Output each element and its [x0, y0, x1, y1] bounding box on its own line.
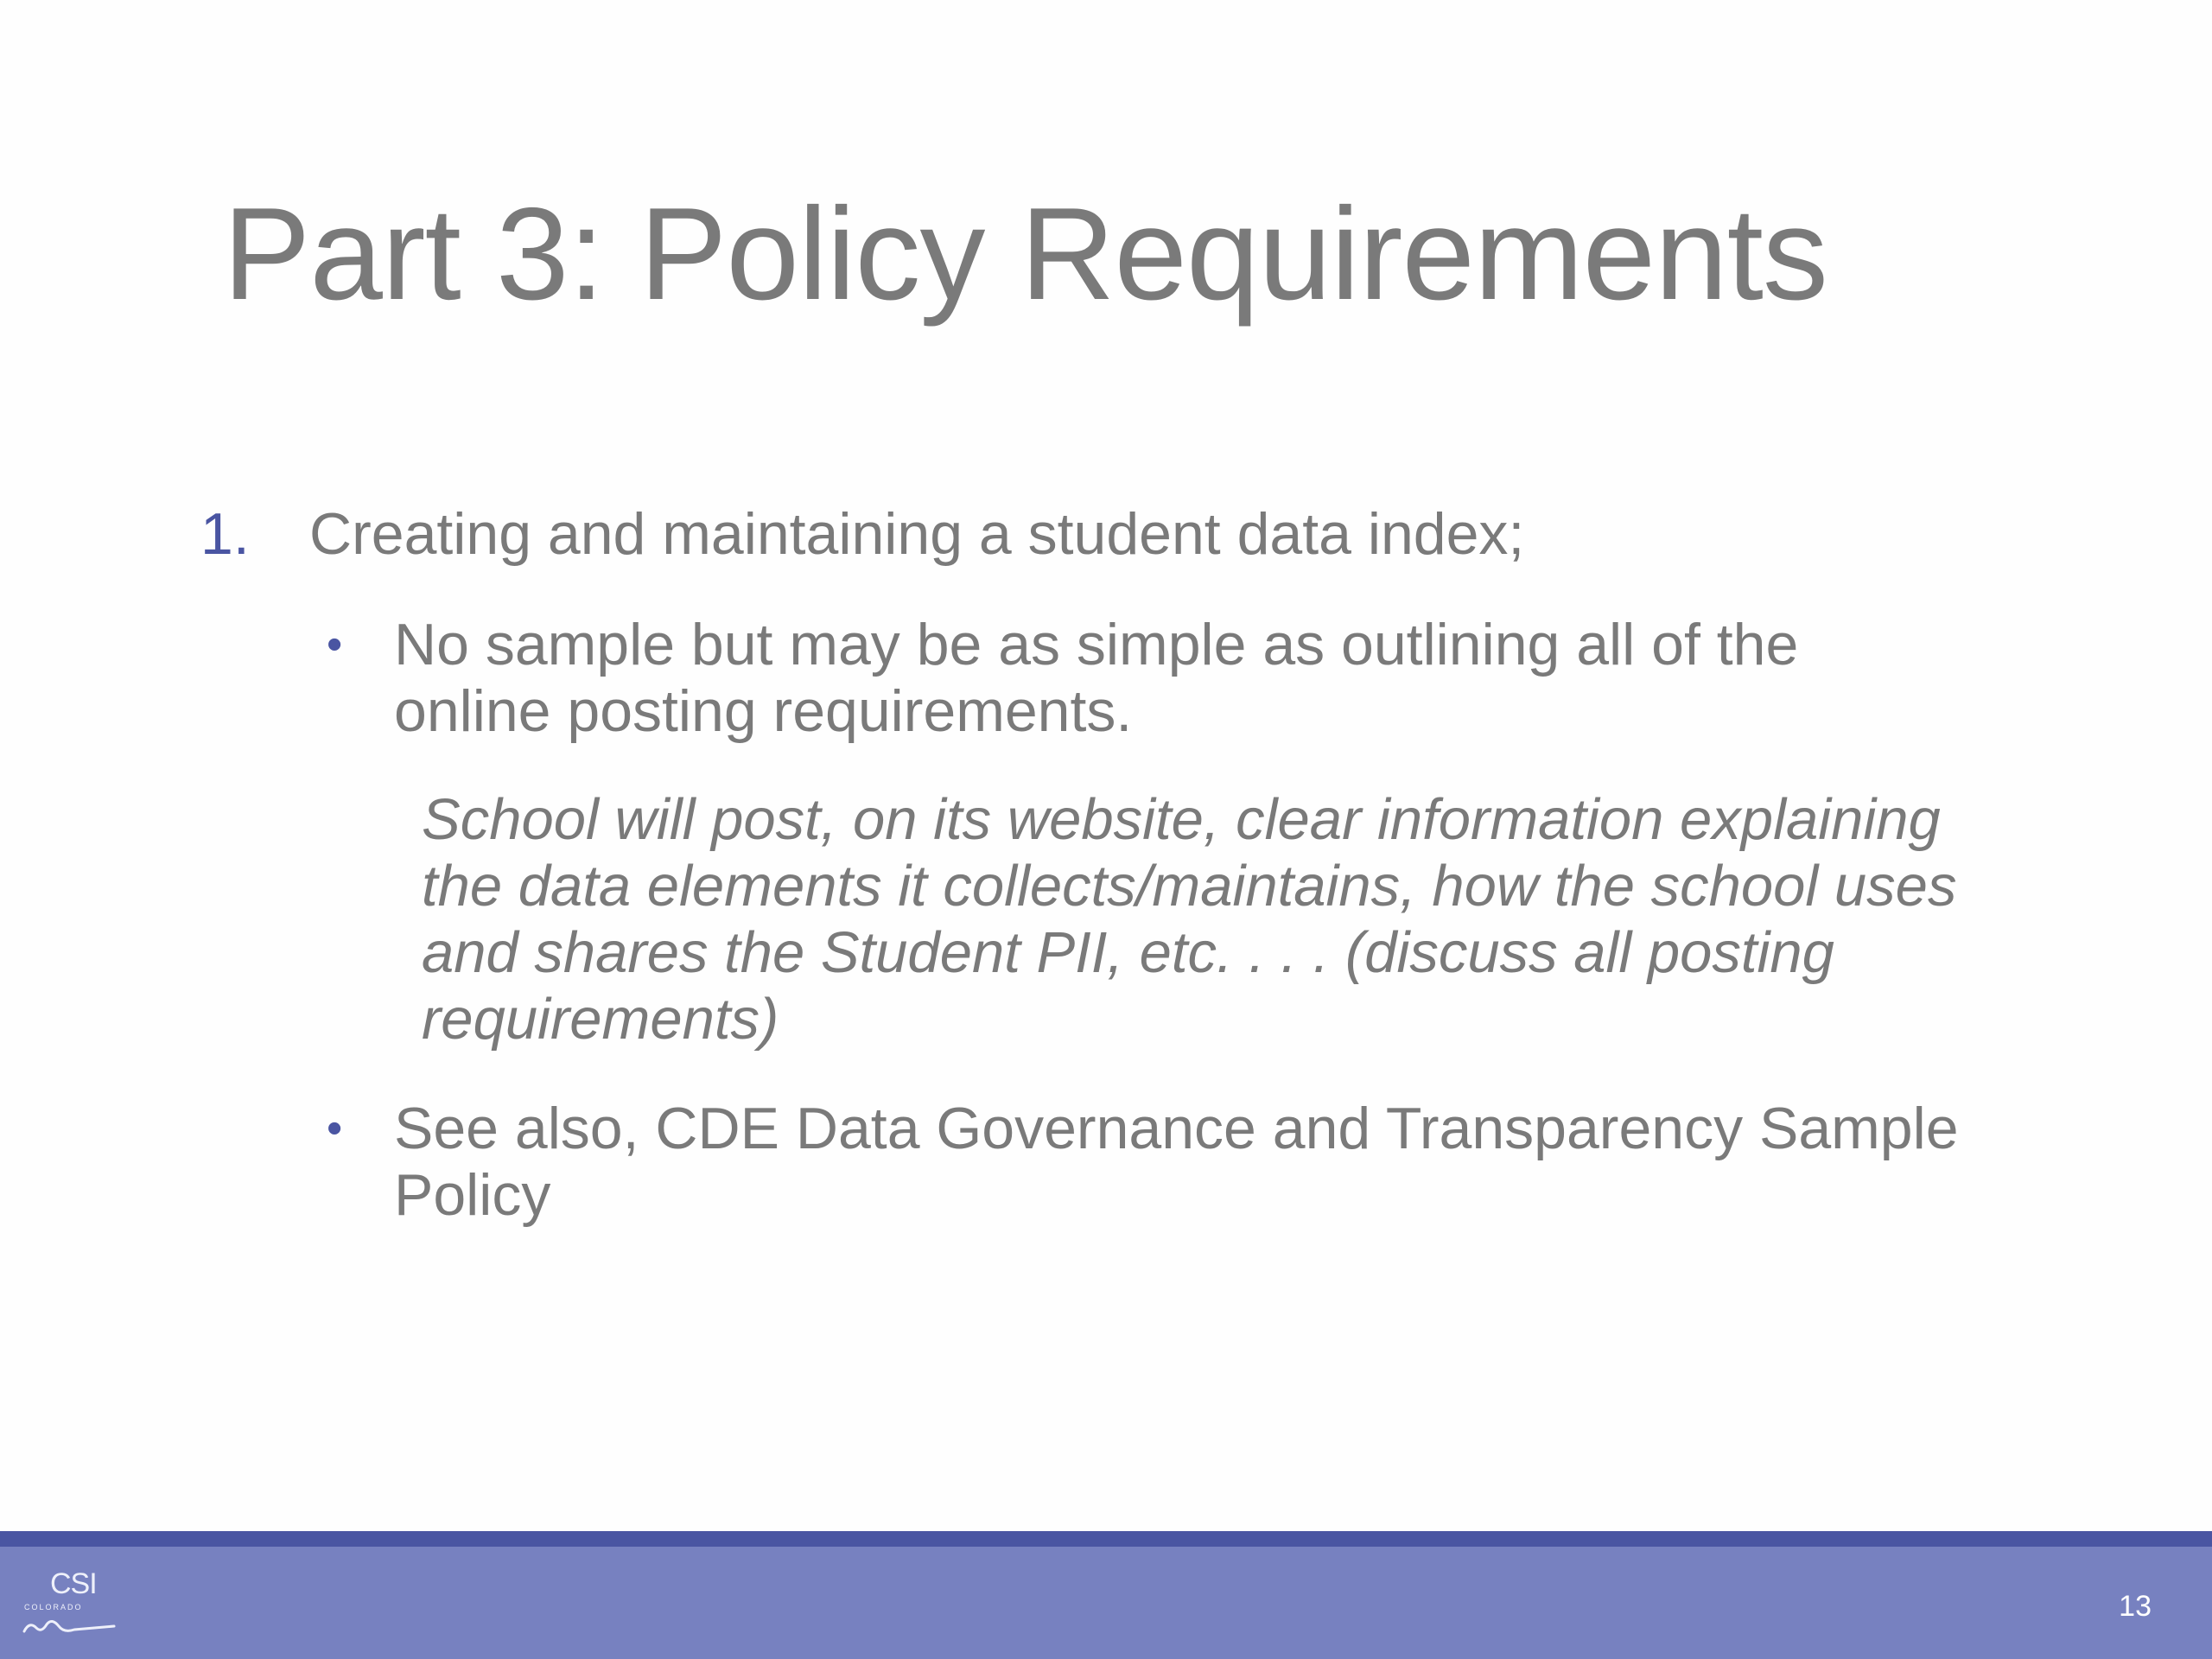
csi-logo	[22, 1566, 118, 1643]
bullet-text: No sample but may be as simple as outlining all of the online posting requirements.	[394, 612, 1799, 744]
logo-subtext: COLORADO	[24, 1603, 83, 1611]
item-number: 1.	[200, 501, 250, 567]
item-text: Creating and maintaining a student data index;	[309, 501, 1525, 567]
bullet-icon: •	[327, 620, 343, 670]
bullet-icon: •	[327, 1103, 343, 1154]
slide-title: Part 3: Policy Requirements	[223, 181, 1827, 327]
sample-quote: School will post, on its website, clear information explaining the data elements it collects/maintains, how the school uses and shares the Student PII, etc. . . . (discuss all posting requirements)	[422, 787, 1957, 1052]
footer-divider	[0, 1531, 2212, 1547]
logo-wordmark: CSI	[50, 1567, 97, 1600]
bullet-text: See also, CDE Data Governance and Transparency Sample Policy	[394, 1096, 1959, 1228]
footer-band	[0, 1531, 2212, 1659]
page-number: 13	[2119, 1590, 2152, 1623]
mountain-icon	[22, 1614, 118, 1640]
